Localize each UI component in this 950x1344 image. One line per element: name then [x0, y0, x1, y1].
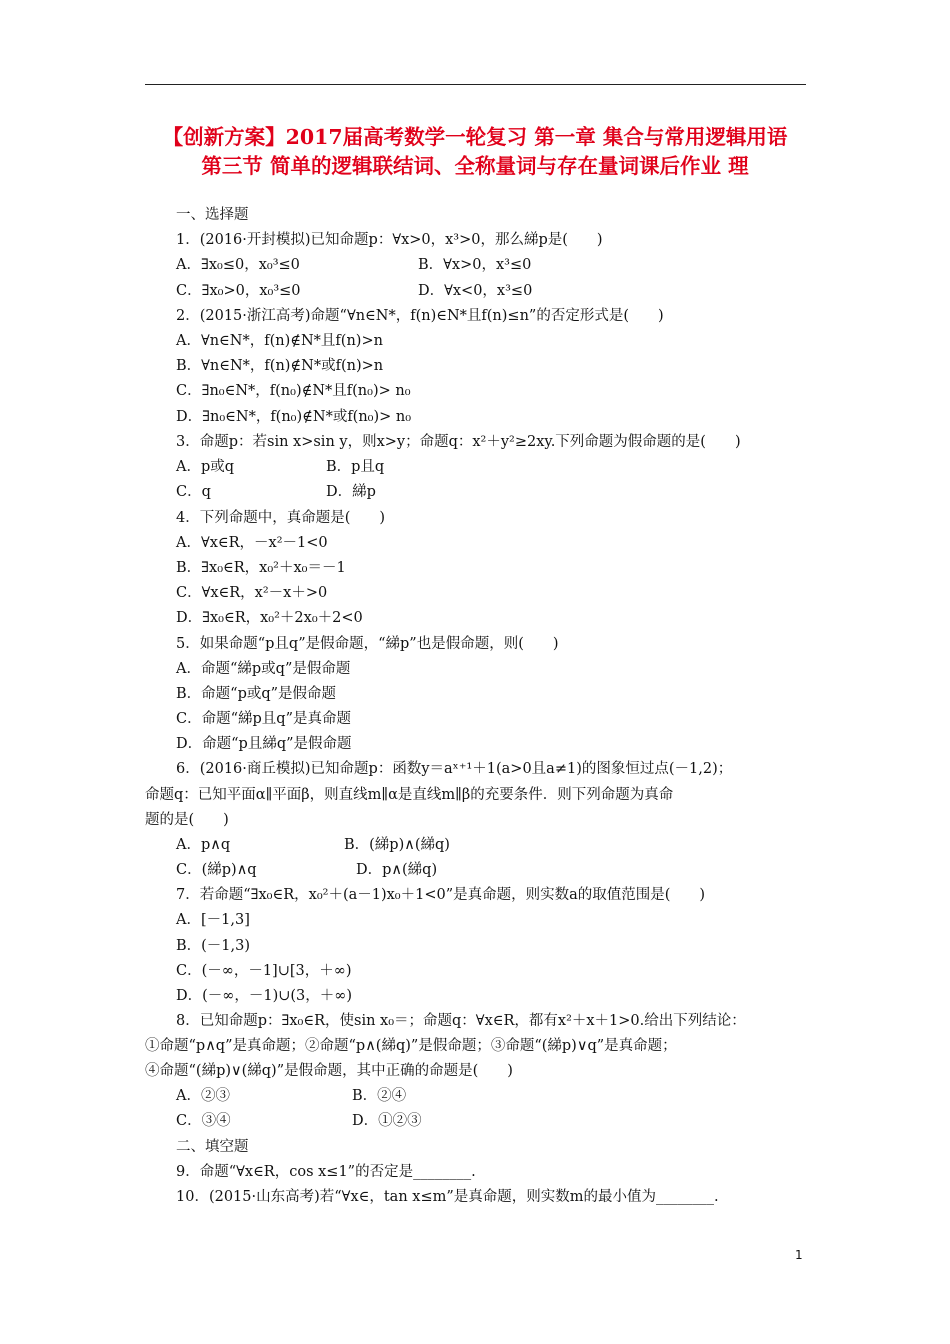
question-stem-cont: 题的是( ) — [145, 812, 229, 828]
option-a: A．[－1,3] — [176, 912, 250, 928]
option-b: B．∀x>0，x³≤0 — [418, 257, 532, 273]
document-title-line2: 第三节 简单的逻辑联结词、全称量词与存在量词课后作业 理 — [201, 154, 749, 178]
question-stem-cont: ①命题“p∧q”是真命题；②命题“p∧(綈q)”是假命题；③命题“(綈p)∨q”是真命题； — [145, 1038, 677, 1054]
question-stem: 4．下列命题中，真命题是( ) — [176, 510, 386, 526]
option-d: D．綈p — [326, 484, 376, 500]
question-stem: 7．若命题“∃x₀∈R，x₀²＋(a－1)x₀＋1<0”是真命题，则实数a的取值范围是( ) — [176, 887, 706, 903]
question-stem: 6．(2016·商丘模拟)已知命题p：函数y＝aˣ⁺¹＋1(a>0且a≠1)的图象恒过点(－1,2)； — [176, 761, 733, 777]
section-heading: 一、选择题 — [176, 207, 249, 223]
header-rule — [145, 84, 806, 85]
section-heading: 二、填空题 — [176, 1139, 249, 1155]
option-b: B．∃x₀∈R，x₀²＋x₀＝－1 — [176, 560, 346, 576]
option-c: C．∀x∈R，x²－x＋>0 — [176, 585, 328, 601]
option-a: A．∀n∈N*，f(n)∉N*且f(n)>n — [176, 333, 383, 349]
option-b: B．(綈p)∧(綈q) — [344, 837, 450, 853]
question-stem: 1．(2016·开封模拟)已知命题p：∀x>0，x³>0，那么綈p是( ) — [176, 232, 603, 248]
document-title-line1: 【创新方案】2017届高考数学一轮复习 第一章 集合与常用逻辑用语 — [162, 125, 788, 149]
question-stem: 3．命题p：若sin x>sin y，则x>y；命题q：x²＋y²≥2xy.下列命题为假命题的是( ) — [176, 434, 741, 450]
option-b: B．命题“p或q”是假命题 — [176, 686, 337, 702]
option-c: C．q — [176, 484, 211, 500]
option-a: A．p∧q — [176, 837, 231, 853]
option-c: C．(－∞，－1]∪[3，＋∞) — [176, 963, 352, 979]
question-stem: 5．如果命题“p且q”是假命题，“綈p”也是假命题，则( ) — [176, 636, 559, 652]
option-c: C．∃n₀∈N*，f(n₀)∉N*且f(n₀)> n₀ — [176, 383, 411, 399]
option-d: D．(－∞，－1)∪(3，＋∞) — [176, 988, 353, 1004]
option-b: B．(－1,3) — [176, 938, 251, 954]
fill-blank-question: 10．(2015·山东高考)若“∀x∈，tan x≤m”是真命题，则实数m的最小值为________. — [176, 1189, 719, 1205]
question-stem: 2．(2015·浙江高考)命题“∀n∈N*，f(n)∈N*且f(n)≤n”的否定形式是( ) — [176, 308, 664, 324]
option-c: C．(綈p)∧q — [176, 862, 257, 878]
option-b: B．②④ — [352, 1088, 407, 1104]
option-a: A．p或q — [176, 459, 235, 475]
question-stem: 8．已知命题p：∃x₀∈R，使sin x₀＝；命题q：∀x∈R，都有x²＋x＋1>0.给出下列结论： — [176, 1013, 746, 1029]
option-a: A．∃x₀≤0，x₀³≤0 — [176, 257, 300, 273]
option-d: D．p∧(綈q) — [356, 862, 438, 878]
option-b: B．p且q — [326, 459, 385, 475]
option-d: D．∃x₀∈R，x₀²＋2x₀＋2<0 — [176, 610, 363, 626]
option-c: C．③④ — [176, 1113, 231, 1129]
page-number: 1 — [795, 1248, 803, 1262]
option-a: A．∀x∈R，－x²－1<0 — [176, 535, 328, 551]
question-stem-cont: ④命题“(綈p)∨(綈q)”是假命题，其中正确的命题是( ) — [145, 1063, 513, 1079]
option-d: D．命题“p且綈q”是假命题 — [176, 736, 352, 752]
option-d: D．①②③ — [352, 1113, 422, 1129]
option-d: D．∀x<0，x³≤0 — [418, 283, 533, 299]
option-c: C．命题“綈p且q”是真命题 — [176, 711, 351, 727]
option-d: D．∃n₀∈N*，f(n₀)∉N*或f(n₀)> n₀ — [176, 409, 412, 425]
option-a: A．命题“綈p或q”是假命题 — [176, 661, 351, 677]
fill-blank-question: 9．命题“∀x∈R，cos x≤1”的否定是________. — [176, 1164, 476, 1180]
option-c: C．∃x₀>0，x₀³≤0 — [176, 283, 301, 299]
question-stem-cont: 命题q：已知平面α∥平面β，则直线m∥α是直线m∥β的充要条件．则下列命题为真命 — [145, 787, 674, 803]
option-b: B．∀n∈N*，f(n)∉N*或f(n)>n — [176, 358, 384, 374]
option-a: A．②③ — [176, 1088, 230, 1104]
